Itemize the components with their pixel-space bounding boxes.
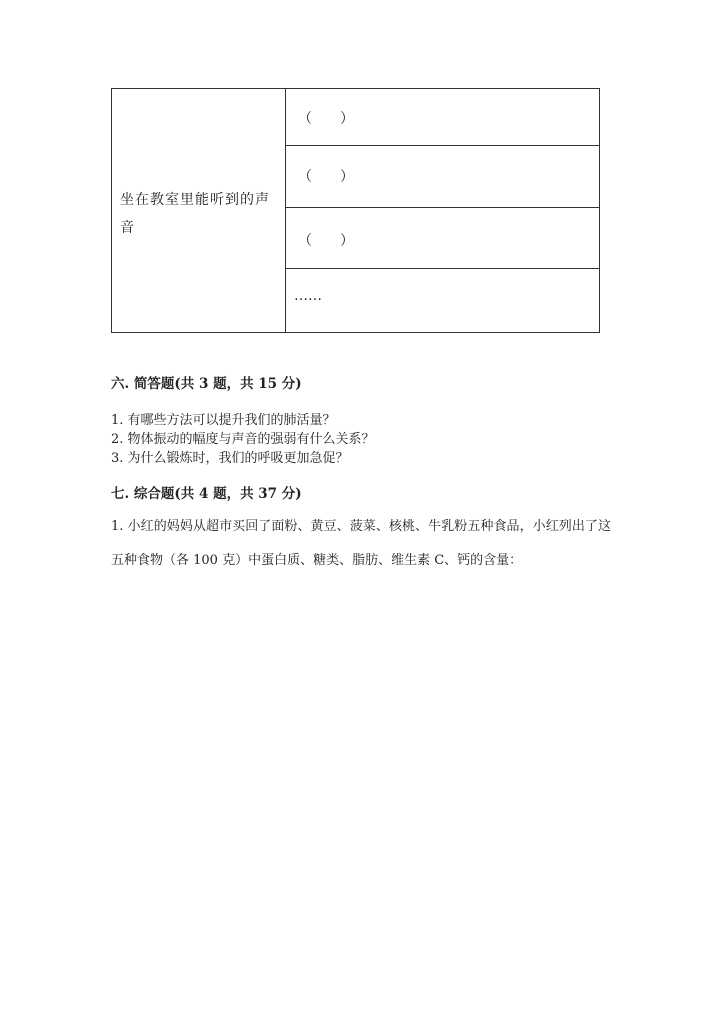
question-paragraph: 1. 小红的妈妈从超市买回了面粉、黄豆、菠菜、核桃、牛乳粉五种食品，小红列出了这五种食物（各 100 克）中蛋白质、糖类、脂肪、维生素 C、钙的含量： (111, 519, 611, 568)
table-row (286, 89, 599, 146)
sound-table (111, 88, 600, 333)
table-row (286, 269, 599, 333)
section6-heading: 六. 简答题(共 3 题，共 15 分) (111, 376, 302, 392)
question-item: 3. 为什么锻炼时，我们的呼吸更加急促？ (111, 451, 349, 466)
question-item: 1. 有哪些方法可以提升我们的肺活量？ (111, 413, 336, 428)
table-row (286, 146, 599, 208)
table-left-cell (112, 89, 286, 332)
answer-blank[interactable]: （ ） (298, 111, 354, 127)
answer-blank[interactable]: （ ） (298, 233, 354, 249)
question-item: 2. 物体振动的幅度与声音的强弱有什么关系？ (111, 432, 375, 447)
table-left-label: 坐在教室里能听到的声音 (120, 192, 270, 236)
ellipsis-text: …… (294, 288, 322, 304)
table-row (286, 208, 599, 269)
section7-heading: 七. 综合题(共 4 题，共 37 分) (111, 486, 302, 502)
answer-blank[interactable]: （ ） (298, 169, 354, 185)
table-right-column (286, 89, 599, 332)
